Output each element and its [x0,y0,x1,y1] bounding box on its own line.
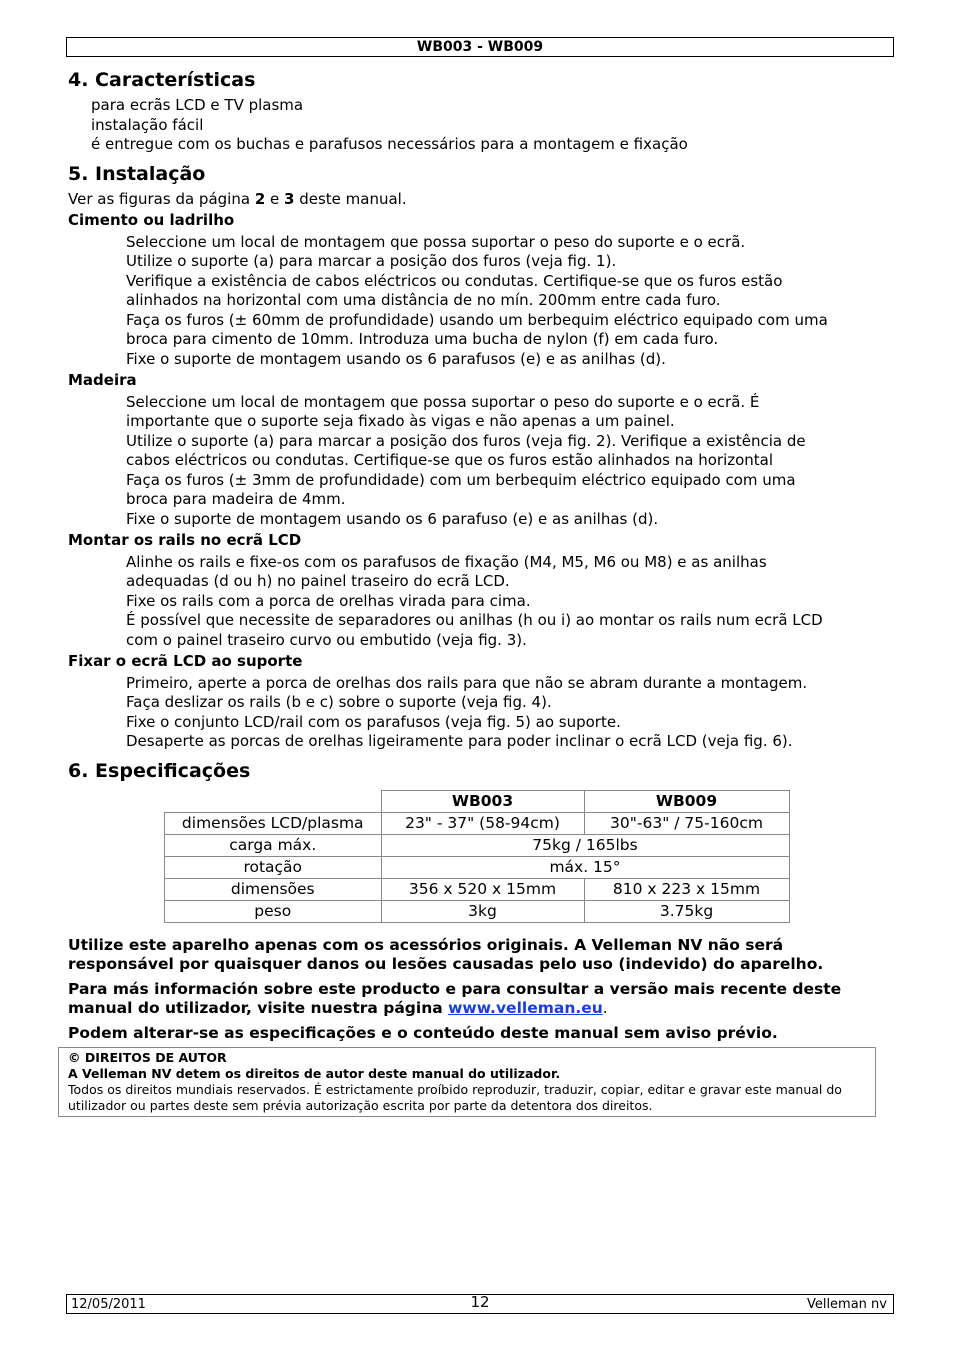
intro-page-ref: 2 [254,189,266,208]
page-footer [66,1294,894,1314]
instruction-line: Fixe o conjunto LCD/rail com os parafusos (veja fig. 5) ao suporte. [126,712,621,731]
notice-line [68,999,894,1019]
intro-text: e [265,189,285,208]
row-label: rotação [165,856,382,878]
intro-text: Ver as figuras da página [68,189,255,208]
features-list [68,96,894,155]
instruction-line: Alinhe os rails e fixe-os com os parafusos de fixação (M4, M5, M6 ou M8) e as anilhas [126,552,767,571]
notice-line: responsável por quaisquer danos ou lesões causadas pelo uso (indevido) do aparelho. [68,955,824,973]
subsection-title: Cimento ou ladrilho [68,211,235,229]
instruction-line: Faça deslizar os rails (b e c) sobre o suporte (veja fig. 4). [126,693,552,711]
change-notice: Podem alterar-se as especificações e o conteúdo deste manual sem aviso prévio. [68,1023,778,1042]
instruction-line: Utilize o suporte (a) para marcar a posição dos furos (veja fig. 1). [126,252,617,270]
copyright-title: © DIREITOS DE AUTOR [68,1050,227,1065]
notice-line: Para más información sobre este producto e para consultar a versão mais recente deste [68,979,842,998]
instruction-line: Faça os furos (± 3mm de profundidade) com um berbequim eléctrico equipado com uma [126,470,796,489]
feature-item: instalação fácil [91,115,204,134]
cell-shared: 75kg / 165lbs [381,834,789,856]
notice-period: . [602,999,608,1017]
section-5-title: 5. Instalação [68,162,206,185]
header-title: WB003 - WB009 [416,39,544,55]
cell-wb009: 3.75kg [584,900,789,922]
feature-item: é entregue com os buchas e parafusos necessários para a montagem e fixação [91,135,688,153]
table-row [165,812,790,834]
subsection-body [68,233,894,370]
instruction-line: Fixe o suporte de montagem usando os 6 parafusos (e) e as anilhas (d). [126,349,666,368]
table-header-row [165,790,790,812]
instruction-line: Seleccione um local de montagem que possa suportar o peso do suporte e o ecrã. É [126,392,760,411]
instruction-line: Utilize o suporte (a) para marcar a posição dos furos (veja fig. 2). Verifique a existência de [126,431,806,450]
instruction-line: É possível que necessite de separadores ou anilhas (h ou i) ao montar os rails num ecrã LCD [126,611,823,629]
page-content [68,64,894,1117]
footer-company: Velleman nv [806,1297,887,1312]
subsection-title: Madeira [68,371,137,389]
cell-wb003: 23" - 37" (58-94cm) [381,812,584,834]
table-header-wb003: WB003 [381,790,584,812]
subsection-body [68,674,894,752]
instruction-line: Seleccione um local de montagem que possa suportar o peso do suporte e o ecrã. [126,232,746,251]
instruction-line: alinhados na horizontal com uma distância de no mín. 200mm entre cada furo. [126,291,721,309]
instruction-line: Verifique a existência de cabos eléctricos ou condutas. Certifique-se que os furos estão [126,271,783,290]
feature-item: para ecrãs LCD e TV plasma [91,96,304,114]
instruction-line: Desaperte as porcas de orelhas ligeiramente para poder inclinar o ecrã LCD (veja fig. 6). [126,732,793,750]
page-header [66,37,894,57]
table-row [165,834,790,856]
instruction-line: Faça os furos (± 60mm de profundidade) usando um berbequim eléctrico equipado com uma [126,310,828,329]
section-4-title: 4. Características [68,69,256,91]
accessories-notice [68,936,894,975]
intro-page-ref: 3 [284,189,295,208]
intro-text: deste manual. [294,189,407,208]
table-header-wb009: WB009 [584,790,789,812]
copyright-body-line: utilizador ou partes deste sem prévia autorização escrita por parte da detentora dos direitos. [68,1098,653,1113]
installation-intro [68,190,894,210]
instruction-line: broca para madeira de 4mm. [126,490,346,508]
copyright-body-line: Todos os direitos mundiais reservados. É estrictamente proíbido reproduzir, traduzir, copiar, editar e gravar este manual do [68,1082,842,1097]
instruction-line: Fixe o suporte de montagem usando os 6 parafuso (e) e as anilhas (d). [126,509,659,528]
instruction-line: adequadas (d ou h) no painel traseiro do ecrã LCD. [126,572,510,590]
instruction-line: cabos eléctricos ou condutas. Certifique-se que os furos estão alinhados na horizontal [126,451,774,469]
notice-text: manual do utilizador, visite nuestra página [68,999,449,1017]
notice-line: Utilize este aparelho apenas com os acessórios originais. A Velleman NV não será [68,935,784,954]
cell-wb003: 356 x 520 x 15mm [381,878,584,900]
table-row [165,900,790,922]
velleman-website-link[interactable]: www.velleman.eu [448,999,603,1017]
footer-page-number: 12 [470,1293,490,1311]
table-corner-cell [165,790,382,812]
subsection-title: Montar os rails no ecrã LCD [68,531,302,549]
row-label: dimensões [165,878,382,900]
footer-date: 12/05/2011 [71,1297,146,1312]
subsection-body [68,393,894,530]
copyright-subtitle: A Velleman NV detem os direitos de autor deste manual do utilizador. [68,1066,561,1081]
instruction-line: Primeiro, aperte a porca de orelhas dos rails para que não se abram durante a montagem. [126,673,808,692]
instruction-line: Fixe os rails com a porca de orelhas virada para cima. [126,591,531,610]
row-label: dimensões LCD/plasma [165,812,382,834]
cell-wb009: 30"-63" / 75-160cm [584,812,789,834]
cell-wb009: 810 x 223 x 15mm [584,878,789,900]
specifications-table [164,790,790,923]
instruction-line: broca para cimento de 10mm. Introduza uma bucha de nylon (f) em cada furo. [126,330,719,348]
row-label: carga máx. [165,834,382,856]
section-6-title: 6. Especificações [68,759,251,782]
instruction-line: com o painel traseiro curvo ou embutido (veja fig. 3). [126,630,527,649]
row-label: peso [165,900,382,922]
cell-shared: máx. 15° [381,856,789,878]
subsection-body [68,553,894,651]
instruction-line: importante que o suporte seja fixado às vigas e não apenas a um painel. [126,412,675,430]
info-notice [68,980,894,1019]
copyright-box [58,1047,876,1117]
table-row [165,856,790,878]
subsection-title: Fixar o ecrã LCD ao suporte [68,652,303,670]
table-row [165,878,790,900]
cell-wb003: 3kg [381,900,584,922]
